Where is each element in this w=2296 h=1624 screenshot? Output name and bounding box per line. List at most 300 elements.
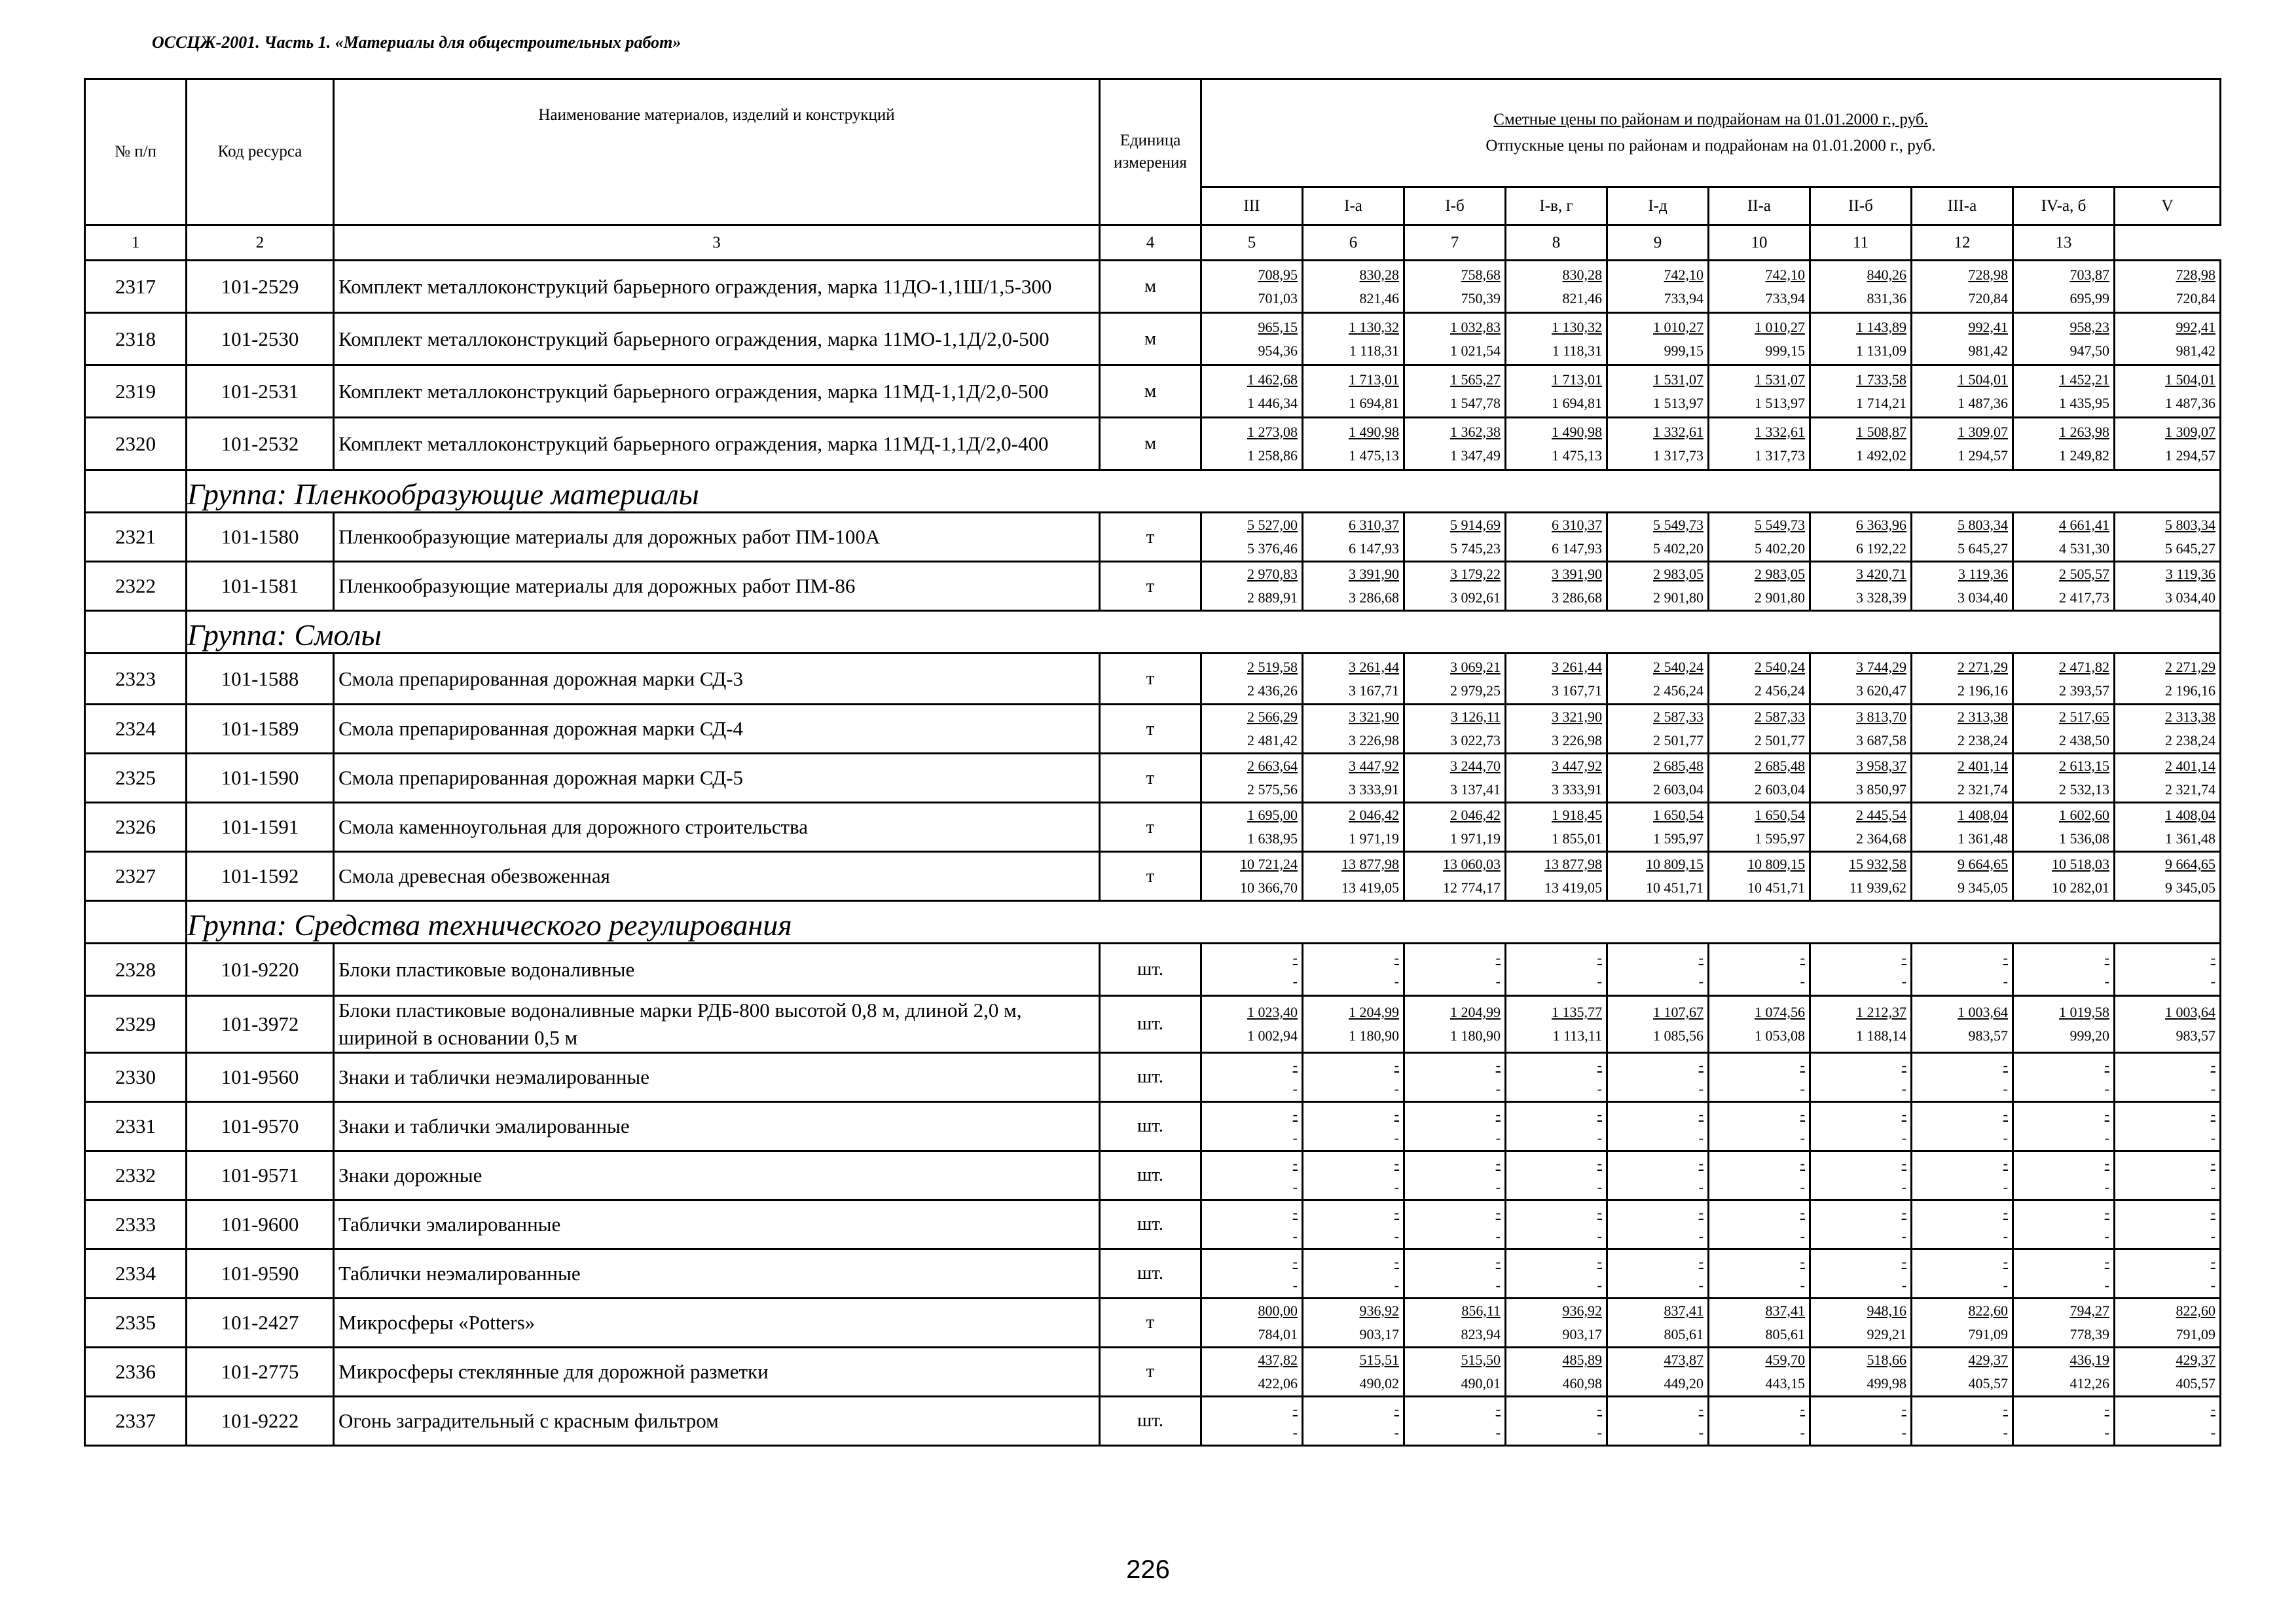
- price-cell: [1201, 1200, 1303, 1249]
- release-price: 1 475,13: [1349, 447, 1399, 464]
- release-price: 2 196,16: [2165, 682, 2216, 699]
- release-price: 784,01: [1258, 1325, 1298, 1342]
- estimated-price: -: [1292, 1204, 1298, 1221]
- price-cell: [1303, 754, 1404, 803]
- estimated-price: 1 074,56: [1755, 1003, 1805, 1020]
- estimated-price: 5 527,00: [1247, 517, 1298, 533]
- region-header: V: [2115, 187, 2221, 225]
- estimated-price: -: [1394, 1056, 1399, 1073]
- price-cell: [1709, 705, 1810, 754]
- unit-of-measure: м: [1100, 261, 1201, 313]
- unit-of-measure: т: [1100, 562, 1201, 611]
- release-price: 823,94: [1461, 1325, 1501, 1342]
- material-name: Смола препарированная дорожная марки СД-5: [334, 754, 1100, 803]
- estimated-price: 3 261,44: [1349, 658, 1399, 675]
- price-cell: [2115, 852, 2221, 901]
- release-price: 1 361,48: [2165, 830, 2216, 847]
- table-row: [85, 1396, 2221, 1445]
- unit-of-measure: шт.: [1100, 996, 1201, 1053]
- estimated-price: 2 401,14: [1958, 758, 2008, 774]
- unit-of-measure: т: [1100, 852, 1201, 901]
- estimated-price: -: [1394, 1154, 1399, 1172]
- table-row: [85, 803, 2221, 852]
- release-price: 1 475,13: [1552, 447, 1602, 464]
- col-header-name: Наименование материалов, изделий и конструкций: [334, 79, 1100, 225]
- estimated-price: -: [1800, 1154, 1805, 1172]
- release-price: -: [1901, 1080, 1906, 1097]
- estimated-price: 2 519,58: [1247, 658, 1298, 675]
- price-cell: [1912, 562, 2013, 611]
- price-cell: [1404, 803, 1506, 852]
- price-cell: [1303, 654, 1404, 705]
- estimated-price: -: [1394, 1105, 1399, 1122]
- release-price: 5 745,23: [1450, 540, 1501, 557]
- release-price: 999,15: [1765, 342, 1805, 359]
- price-cell: [1912, 1151, 2013, 1200]
- release-price: 2 532,13: [2059, 781, 2109, 798]
- price-cell: [1607, 1052, 1709, 1101]
- price-cell: [1506, 852, 1607, 901]
- row-number: 2334: [85, 1249, 187, 1298]
- col-header-prices: [1201, 79, 2221, 187]
- estimated-price: 10 518,03: [2052, 856, 2109, 872]
- estimated-price: -: [1495, 1154, 1501, 1172]
- table-row: [85, 1298, 2221, 1347]
- price-cell: [1404, 365, 1506, 418]
- release-price: 720,84: [1968, 289, 2008, 306]
- price-cell: [1912, 261, 2013, 313]
- release-price: 720,84: [2176, 289, 2216, 306]
- estimated-price: 3 391,90: [1552, 566, 1602, 582]
- estimated-price: 5 803,34: [2165, 517, 2216, 533]
- table-row: [85, 654, 2221, 705]
- price-cell: [1709, 562, 1810, 611]
- release-price: -: [1698, 1424, 1704, 1441]
- estimated-price: 1 504,01: [1958, 371, 2008, 388]
- release-price: 750,39: [1461, 289, 1501, 306]
- release-price: 2 196,16: [1958, 682, 2008, 699]
- price-cell: [1810, 1298, 1912, 1347]
- resource-code: 101-1589: [187, 705, 334, 754]
- price-cell: [1201, 365, 1303, 418]
- estimated-price: 1 650,54: [1653, 807, 1704, 823]
- release-price: 3 092,61: [1450, 589, 1501, 606]
- price-cell: [1506, 944, 1607, 996]
- group-row: [85, 470, 2221, 513]
- estimated-price: -: [1800, 1253, 1805, 1270]
- price-cell: [1506, 1396, 1607, 1445]
- release-price: 2 481,42: [1247, 732, 1298, 748]
- material-name: Смола препарированная дорожная марки СД-4: [334, 705, 1100, 754]
- release-price: -: [1394, 1178, 1399, 1195]
- release-price: 443,15: [1765, 1375, 1805, 1392]
- estimated-price: 1 332,61: [1653, 423, 1704, 440]
- row-number: 2337: [85, 1396, 187, 1445]
- resource-code: 101-1588: [187, 654, 334, 705]
- estimated-price: 1 408,04: [1958, 807, 2008, 823]
- estimated-price: -: [1292, 1154, 1298, 1172]
- estimated-price: 3 126,11: [1450, 709, 1501, 725]
- price-cell: [1506, 513, 1607, 562]
- estimated-price: 1 531,07: [1755, 371, 1805, 388]
- estimated-price: -: [2210, 1056, 2216, 1073]
- estimated-price: -: [1800, 1400, 1805, 1417]
- price-cell: [1810, 754, 1912, 803]
- resource-code: 101-9220: [187, 944, 334, 996]
- estimated-price: -: [1597, 1056, 1602, 1073]
- release-price: 1 492,02: [1856, 447, 1906, 464]
- unit-of-measure: т: [1100, 803, 1201, 852]
- price-cell: [2013, 365, 2115, 418]
- estimated-price: 485,89: [1562, 1351, 1602, 1368]
- release-price: 999,20: [2069, 1027, 2109, 1044]
- estimated-price: 1 204,99: [1349, 1003, 1399, 1020]
- price-cell: [1912, 1396, 2013, 1445]
- release-price: -: [1495, 1227, 1501, 1244]
- row-number: 2317: [85, 261, 187, 313]
- estimated-price: 794,27: [2069, 1302, 2109, 1319]
- region-header: I-б: [1404, 187, 1506, 225]
- price-cell: [1607, 261, 1709, 313]
- price-cell: [1506, 261, 1607, 313]
- release-price: 6 147,93: [1349, 540, 1399, 557]
- table-row: [85, 313, 2221, 365]
- release-price: 821,46: [1562, 289, 1602, 306]
- price-cell: [1810, 261, 1912, 313]
- price-cell: [1506, 803, 1607, 852]
- price-cell: [1201, 1347, 1303, 1396]
- release-price: -: [2104, 1227, 2109, 1244]
- estimated-price: 6 363,96: [1856, 517, 1906, 533]
- price-cell: [1201, 705, 1303, 754]
- release-price: -: [1698, 1227, 1704, 1244]
- estimated-price: 3 179,22: [1450, 566, 1501, 582]
- resource-code: 101-9590: [187, 1249, 334, 1298]
- estimated-price: -: [1800, 1204, 1805, 1221]
- estimated-price: 9 664,65: [1958, 856, 2008, 872]
- estimated-price: 1 130,32: [1552, 318, 1602, 335]
- price-cell: [2013, 1347, 2115, 1396]
- material-name: Пленкообразующие материалы для дорожных работ ПМ-86: [334, 562, 1100, 611]
- material-name: Смола каменноугольная для дорожного строительства: [334, 803, 1100, 852]
- resource-code: 101-1581: [187, 562, 334, 611]
- price-cell: [1912, 803, 2013, 852]
- estimated-price: 429,37: [1968, 1351, 2008, 1368]
- unit-of-measure: т: [1100, 1347, 1201, 1396]
- estimated-price: 830,28: [1359, 266, 1399, 283]
- price-cell: [1810, 513, 1912, 562]
- unit-of-measure: шт.: [1100, 1101, 1201, 1151]
- price-cell: [1912, 365, 2013, 418]
- release-price: -: [1901, 1227, 1906, 1244]
- release-price: 3 687,58: [1856, 732, 1906, 748]
- price-cell: [2115, 944, 2221, 996]
- price-cell: [1607, 996, 1709, 1053]
- release-price: 2 456,24: [1755, 682, 1805, 699]
- resource-code: 101-2531: [187, 365, 334, 418]
- release-price: 701,03: [1258, 289, 1298, 306]
- resource-code: 101-2775: [187, 1347, 334, 1396]
- release-price: -: [2003, 1178, 2008, 1195]
- release-price: 2 889,91: [1247, 589, 1298, 606]
- price-cell: [1404, 996, 1506, 1053]
- estimated-price: -: [1495, 1105, 1501, 1122]
- release-price: 9 345,05: [1958, 879, 2008, 896]
- region-header: I-в, г: [1506, 187, 1607, 225]
- estimated-price: -: [2104, 1400, 2109, 1417]
- estimated-price: 3 069,21: [1450, 658, 1501, 675]
- price-cell: [1201, 1298, 1303, 1347]
- price-cell: [1810, 365, 1912, 418]
- release-price: 2 417,73: [2059, 589, 2109, 606]
- release-price: -: [1394, 1227, 1399, 1244]
- region-header: II-б: [1810, 187, 1912, 225]
- price-cell: [1303, 1249, 1404, 1298]
- release-price: 1 317,73: [1755, 447, 1805, 464]
- estimated-price: -: [1698, 1056, 1704, 1073]
- release-price: -: [2104, 972, 2109, 989]
- unit-of-measure: шт.: [1100, 1151, 1201, 1200]
- estimated-price: 436,19: [2069, 1351, 2109, 1368]
- estimated-price: 1 309,07: [2165, 423, 2216, 440]
- release-price: 1 249,82: [2059, 447, 2109, 464]
- price-cell: [2013, 418, 2115, 470]
- price-cell: [1303, 852, 1404, 901]
- estimated-price: -: [1495, 1400, 1501, 1417]
- price-cell: [2013, 1298, 2115, 1347]
- price-cell: [1404, 1347, 1506, 1396]
- release-price: -: [1292, 1424, 1298, 1441]
- estimated-price: 837,41: [1664, 1302, 1704, 1319]
- release-price: 2 438,50: [2059, 732, 2109, 748]
- estimated-price: 3 744,29: [1856, 658, 1906, 675]
- release-price: 1 595,97: [1755, 830, 1805, 847]
- estimated-price: -: [1394, 949, 1399, 966]
- price-cell: [2013, 654, 2115, 705]
- price-cell: [1303, 418, 1404, 470]
- release-price: 2 501,77: [1653, 732, 1704, 748]
- table-row: [85, 513, 2221, 562]
- table-row: [85, 418, 2221, 470]
- row-number: 2326: [85, 803, 187, 852]
- price-cell: [2115, 1249, 2221, 1298]
- release-price: 3 226,98: [1552, 732, 1602, 748]
- release-price: 3 167,71: [1349, 682, 1399, 699]
- price-cell: [1709, 803, 1810, 852]
- release-price: -: [2210, 1227, 2216, 1244]
- material-name: Комплект металлоконструкций барьерного ограждения, марка 11МД-1,1Д/2,0-500: [334, 365, 1100, 418]
- price-cell: [1506, 754, 1607, 803]
- release-price: 499,98: [1867, 1375, 1906, 1392]
- estimated-price: -: [1597, 1105, 1602, 1122]
- estimated-price: 3 813,70: [1856, 709, 1906, 725]
- estimated-price: 2 517,65: [2059, 709, 2109, 725]
- price-cell: [2115, 1298, 2221, 1347]
- estimated-price: 1 263,98: [2059, 423, 2109, 440]
- release-price: 2 603,04: [1755, 781, 1805, 798]
- release-price: 831,36: [1867, 289, 1906, 306]
- estimated-price: -: [2210, 1253, 2216, 1270]
- release-price: 733,94: [1765, 289, 1805, 306]
- price-cell: [2115, 365, 2221, 418]
- estimated-price: 1 733,58: [1856, 371, 1906, 388]
- estimated-price: 936,92: [1359, 1302, 1399, 1319]
- release-price: -: [2104, 1424, 2109, 1441]
- estimated-price: -: [2210, 1400, 2216, 1417]
- price-cell: [1404, 1396, 1506, 1445]
- unit-of-measure: м: [1100, 418, 1201, 470]
- release-price: -: [1597, 1276, 1602, 1293]
- price-cell: [1303, 365, 1404, 418]
- price-cell: [1303, 1298, 1404, 1347]
- release-price: -: [2003, 1080, 2008, 1097]
- column-number: 11: [1810, 225, 1912, 261]
- price-cell: [1607, 852, 1709, 901]
- release-price: 10 451,71: [1747, 879, 1805, 896]
- row-number: 2328: [85, 944, 187, 996]
- price-cell: [1506, 1347, 1607, 1396]
- price-cell: [1912, 996, 2013, 1053]
- price-cell: [1201, 654, 1303, 705]
- column-number: 13: [2013, 225, 2115, 261]
- price-cell: [1404, 1298, 1506, 1347]
- estimated-price: 1 107,67: [1653, 1003, 1704, 1020]
- row-number: 2323: [85, 654, 187, 705]
- estimated-price: 2 983,05: [1755, 566, 1805, 582]
- estimated-price: -: [2104, 1253, 2109, 1270]
- estimated-price: 6 310,37: [1349, 517, 1399, 533]
- column-number: 2: [187, 225, 334, 261]
- estimated-price: -: [1597, 949, 1602, 966]
- price-cell: [1810, 1396, 1912, 1445]
- release-price: 3 328,39: [1856, 589, 1906, 606]
- row-number: 2325: [85, 754, 187, 803]
- estimated-price: 3 244,70: [1450, 758, 1501, 774]
- release-price: 3 850,97: [1856, 781, 1906, 798]
- release-price: 778,39: [2069, 1325, 2109, 1342]
- material-name: Смола препарированная дорожная марки СД-3: [334, 654, 1100, 705]
- price-cell: [1404, 852, 1506, 901]
- price-cell: [1607, 803, 1709, 852]
- table-row: [85, 754, 2221, 803]
- price-cell: [1201, 754, 1303, 803]
- estimated-price: 3 119,36: [2165, 566, 2216, 582]
- estimated-price: 1 143,89: [1856, 318, 1906, 335]
- column-number: 8: [1506, 225, 1607, 261]
- estimated-price: 9 664,65: [2165, 856, 2216, 872]
- release-price: 1 487,36: [1958, 394, 2008, 411]
- release-price: -: [2003, 972, 2008, 989]
- price-cell: [1506, 1298, 1607, 1347]
- row-number: 2332: [85, 1151, 187, 1200]
- release-price: 1 694,81: [1349, 394, 1399, 411]
- group-spacer: [85, 470, 187, 513]
- price-cell: [1607, 513, 1709, 562]
- estimated-price: 1 452,21: [2059, 371, 2109, 388]
- release-price: -: [2104, 1178, 2109, 1195]
- release-price: 3 034,40: [1958, 589, 2008, 606]
- price-cell: [1303, 1200, 1404, 1249]
- release-price: 1 002,94: [1247, 1027, 1298, 1044]
- release-price: 460,98: [1562, 1375, 1602, 1392]
- release-price: 791,09: [2176, 1325, 2216, 1342]
- estimated-price: 2 271,29: [1958, 658, 2008, 675]
- price-cell: [1303, 1396, 1404, 1445]
- estimated-price: 1 019,58: [2059, 1003, 2109, 1020]
- release-price: 405,57: [1968, 1375, 2008, 1392]
- price-cell: [1709, 1396, 1810, 1445]
- release-price: 6 192,22: [1856, 540, 1906, 557]
- estimated-price: 2 313,38: [2165, 709, 2216, 725]
- table-header: [85, 79, 2221, 261]
- estimated-price: 1 408,04: [2165, 807, 2216, 823]
- row-number: 2321: [85, 513, 187, 562]
- release-price: -: [2003, 1227, 2008, 1244]
- price-cell: [1709, 996, 1810, 1053]
- table-row: [85, 365, 2221, 418]
- document-header: ОССЦЖ-2001. Часть 1. «Материалы для общестроительных работ»: [152, 33, 682, 52]
- estimated-price: -: [1901, 1154, 1906, 1172]
- price-cell: [2115, 513, 2221, 562]
- release-price: -: [2104, 1129, 2109, 1146]
- price-cell: [1303, 1151, 1404, 1200]
- release-price: 1 317,73: [1653, 447, 1704, 464]
- price-cell: [1607, 1151, 1709, 1200]
- unit-of-measure: шт.: [1100, 1249, 1201, 1298]
- region-header: III-а: [1912, 187, 2013, 225]
- price-cell: [1912, 1249, 2013, 1298]
- table-row: [85, 944, 2221, 996]
- estimated-price: 758,68: [1461, 266, 1501, 283]
- release-price: -: [1901, 1276, 1906, 1293]
- release-price: -: [1597, 972, 1602, 989]
- release-price: -: [1800, 1227, 1805, 1244]
- estimated-price: -: [1800, 1105, 1805, 1122]
- price-cell: [1912, 513, 2013, 562]
- material-name: Таблички эмалированные: [334, 1200, 1100, 1249]
- release-price: 2 901,80: [1653, 589, 1704, 606]
- region-header: IV-а, б: [2013, 187, 2115, 225]
- release-price: 5 645,27: [1958, 540, 2008, 557]
- estimated-price: 948,16: [1867, 1302, 1906, 1319]
- estimated-price: -: [1597, 1253, 1602, 1270]
- price-cell: [2115, 261, 2221, 313]
- release-price: -: [1901, 1178, 1906, 1195]
- release-price: 3 333,91: [1349, 781, 1399, 798]
- release-price: 1 180,90: [1450, 1027, 1501, 1044]
- estimated-price: -: [2003, 1056, 2008, 1073]
- group-row: [85, 901, 2221, 944]
- estimated-price: 1 003,64: [1958, 1003, 2008, 1020]
- estimated-price: 728,98: [2176, 266, 2216, 283]
- estimated-price: 1 010,27: [1755, 318, 1805, 335]
- estimated-price: 515,50: [1461, 1351, 1501, 1368]
- price-cell: [1709, 1101, 1810, 1151]
- release-price: 2 238,24: [2165, 732, 2216, 748]
- estimated-price: 1 650,54: [1755, 807, 1805, 823]
- release-price: -: [1698, 972, 1704, 989]
- release-price: -: [2210, 1178, 2216, 1195]
- group-row: [85, 611, 2221, 654]
- release-price: -: [1292, 1129, 1298, 1146]
- estimated-price: -: [1292, 1253, 1298, 1270]
- release-price: 1 971,19: [1349, 830, 1399, 847]
- col-header-np: № п/п: [85, 79, 187, 225]
- price-cell: [1404, 944, 1506, 996]
- estimated-price: 2 046,42: [1349, 807, 1399, 823]
- estimated-price: -: [2210, 1204, 2216, 1221]
- region-header: I-д: [1607, 187, 1709, 225]
